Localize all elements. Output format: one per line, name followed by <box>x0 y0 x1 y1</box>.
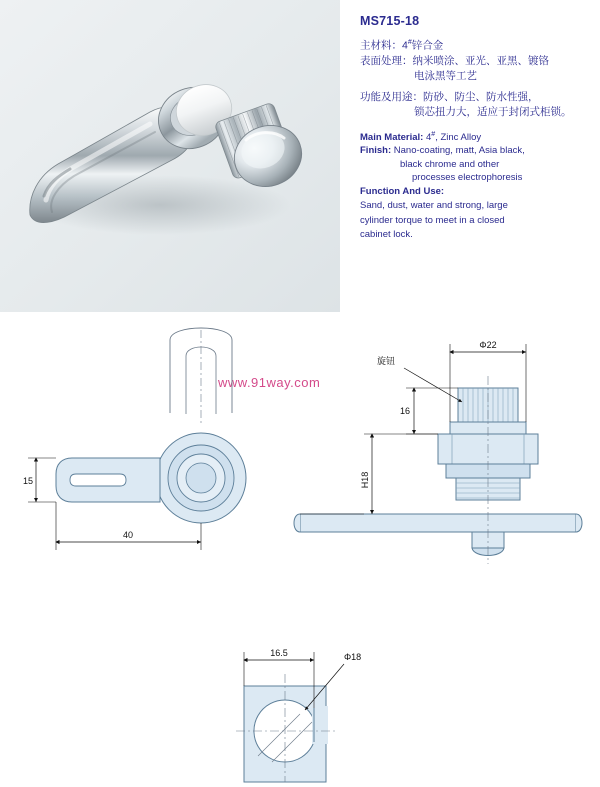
front-view-dim-length: 40 <box>122 530 134 540</box>
english-spec-block <box>360 128 590 242</box>
en-function-line-3: cabinet lock. <box>360 229 413 241</box>
cn-material-sup: # <box>407 39 412 46</box>
technical-drawings-section <box>0 318 600 787</box>
drawing-cutout-view <box>236 648 361 782</box>
chinese-spec-block <box>360 35 590 120</box>
cn-finish-row-2 <box>360 69 590 84</box>
product-title: MS715-18 <box>360 14 420 28</box>
en-material-value: 4 <box>426 131 432 143</box>
en-finish-label: Finish: <box>360 145 392 157</box>
en-finish-row <box>360 144 590 158</box>
side-view-dim-diameter: Φ22 <box>479 340 497 350</box>
en-material-sup: # <box>431 130 436 138</box>
cn-function-value-1: 防砂、防尘、防水性强， <box>423 90 539 103</box>
en-finish-line-3: processes electrophoresis <box>412 172 523 184</box>
cn-material-value2: 锌合金 <box>411 39 444 52</box>
side-view-dim-total-height: H18 <box>360 471 370 489</box>
watermark-text: www.91way.com <box>218 375 321 390</box>
cutout-dim-diameter: Φ18 <box>344 652 362 662</box>
en-material-label: Main Material: <box>360 131 424 143</box>
en-function-line-2: cylinder torque to meet in a closed <box>360 214 505 226</box>
cn-function-value-2: 锁芯扭力大，适应于封闭式柜锁。 <box>414 105 572 118</box>
en-finish-line-2: black chrome and other <box>400 158 500 170</box>
drawings-svg <box>0 318 600 787</box>
cn-function-row-2 <box>360 105 590 120</box>
product-photo-image <box>0 0 340 312</box>
specification-panel <box>360 14 590 242</box>
cn-finish-value-2: 电泳黑等工艺 <box>414 69 477 82</box>
cn-material-label: 主材料： <box>360 39 402 52</box>
en-finish-line-1: Nano-coating, matt, Asia black, <box>393 145 525 157</box>
en-function-label: Function And Use: <box>360 185 445 197</box>
en-material-row <box>360 128 590 145</box>
cn-material-value: 4 <box>402 39 408 52</box>
cn-finish-value-1: 纳米喷涂、亚光、亚黑、镀铬 <box>412 54 549 67</box>
cn-function-row <box>360 90 590 105</box>
en-material-value2: , Zinc Alloy <box>435 131 482 143</box>
cn-material-row <box>360 35 590 54</box>
cn-finish-row <box>360 54 590 69</box>
en-finish-row-3 <box>360 171 590 185</box>
en-finish-row-2 <box>360 158 590 172</box>
product-photo <box>0 0 340 312</box>
drawing-front-view <box>23 328 246 550</box>
side-view-callout-label: 旋钮 <box>376 356 396 366</box>
front-view-dim-height: 15 <box>22 476 33 486</box>
side-view-dim-knob-height: 16 <box>399 406 410 416</box>
product-header-section <box>0 0 600 318</box>
en-function-line-1: Sand, dust, water and strong, large <box>360 200 508 212</box>
drawing-side-view <box>294 340 582 564</box>
cutout-dim-width: 16.5 <box>270 648 288 658</box>
cn-function-label: 功能及用途： <box>360 90 423 103</box>
cn-finish-label: 表面处理： <box>360 54 413 67</box>
